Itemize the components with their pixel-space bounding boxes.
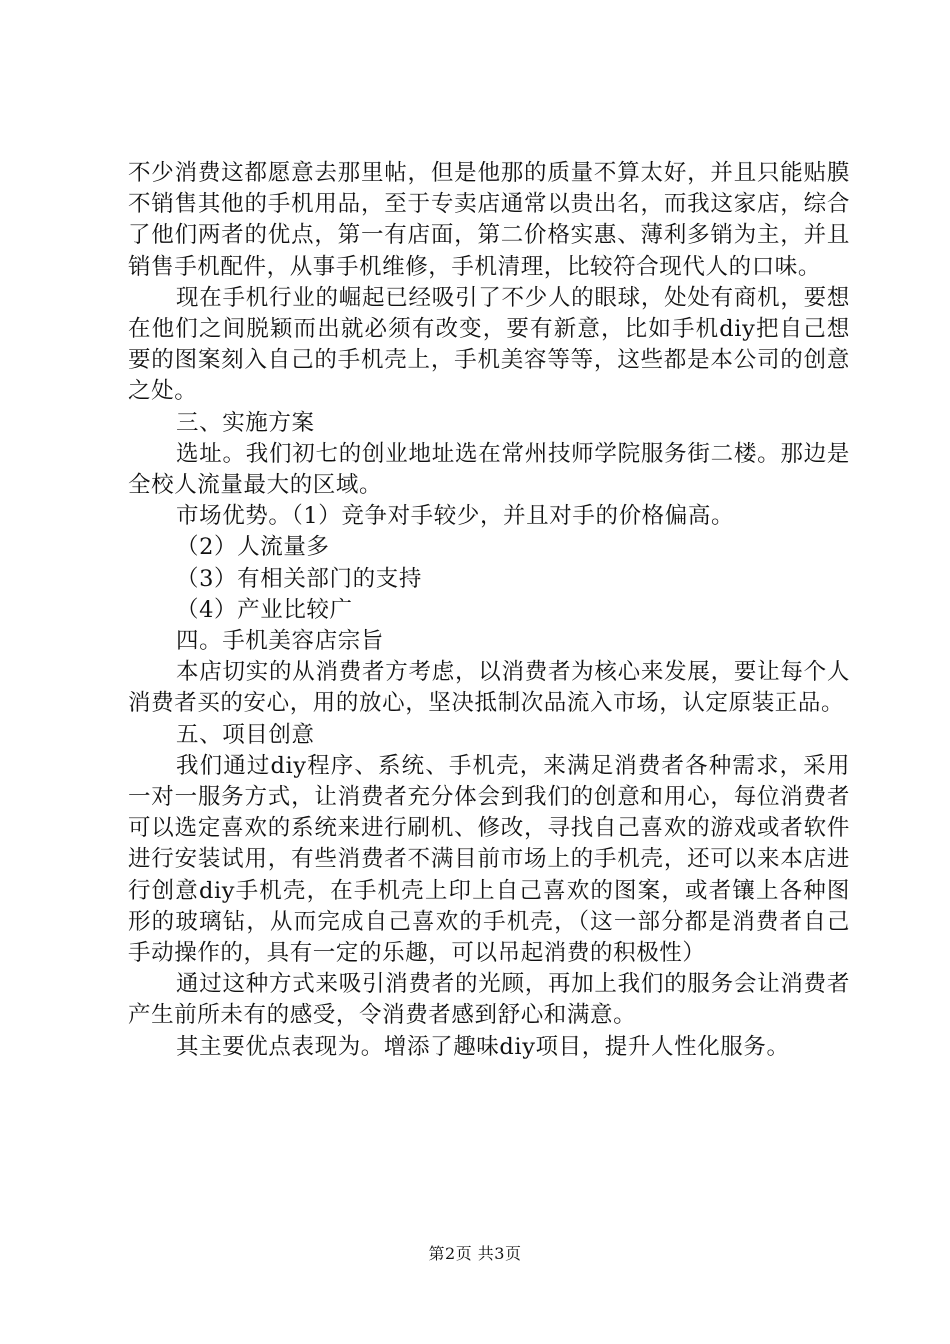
list-item-3: （3）有相关部门的支持	[176, 565, 422, 592]
section-heading-5: 五、项目创意	[176, 721, 315, 748]
section-heading-4: 四。手机美容店宗旨	[176, 628, 384, 655]
section-heading-3: 三、实施方案	[176, 409, 315, 436]
paragraph-site-selection: 选址。我们初七的创业地址选在常州技师学院服务街二楼。那边是全校人流量最大的区域。	[128, 440, 850, 499]
paragraph-main-advantages: 其主要优点表现为。增添了趣味diy项目，提升人性化服务。	[176, 1033, 790, 1060]
document-body	[128, 158, 850, 1063]
list-item-2: （2）人流量多	[176, 534, 330, 561]
paragraph-market-advantage: 市场优势。（1）竞争对手较少，并且对手的价格偏高。	[176, 503, 735, 530]
list-item-4: （4）产业比较广	[176, 596, 353, 623]
page-number-footer: 第2页 共3页	[428, 1244, 522, 1263]
paragraph-1: 不少消费这都愿意去那里帖，但是他那的质量不算太好，并且只能贴膜不销售其他的手机用品，至于专卖店通常以贵出名，而我这家店，综合了他们两者的优点，第一有店面，第二价格实惠、薄利多销为主，并且销售手机配件，从事手机维修，手机清理，比较符合现代人的口味。	[128, 160, 850, 280]
paragraph-purpose: 本店切实的从消费者方考虑，以消费者为核心来发展，要让每个人消费者买的安心，用的放心，坚决抵制次品流入市场，认定原装正品。	[128, 659, 850, 717]
paragraph-project-idea: 我们通过diy程序、系统、手机壳，来满足消费者各种需求，采用一对一服务方式，让消费者充分体会到我们的创意和用心，每位消费者可以选定喜欢的系统来进行刷机、修改，寻找自己喜欢的游戏或者软件进行安装试用，有些消费者不满目前市场上的手机壳，还可以来本店进行创意diy手机壳，在手机壳上印上自己喜欢的图案，或者镶上各种图形的玻璃钻，从而完成自己喜欢的手机壳，（这一部分都是消费者自己手动操作的，具有一定的乐趣，可以吊起消费的积极性）	[128, 752, 850, 967]
paragraph-attract-customers: 通过这种方式来吸引消费者的光顾，再加上我们的服务会让消费者产生前所未有的感受，令消费者感到舒心和满意。	[128, 971, 850, 1029]
paragraph-2: 现在手机行业的崛起已经吸引了不少人的眼球，处处有商机，要想在他们之间脱颖而出就必须有改变，要有新意，比如手机diy把自己想要的图案刻入自己的手机壳上，手机美容等等，这些都是本公司的创意之处。	[128, 284, 850, 405]
